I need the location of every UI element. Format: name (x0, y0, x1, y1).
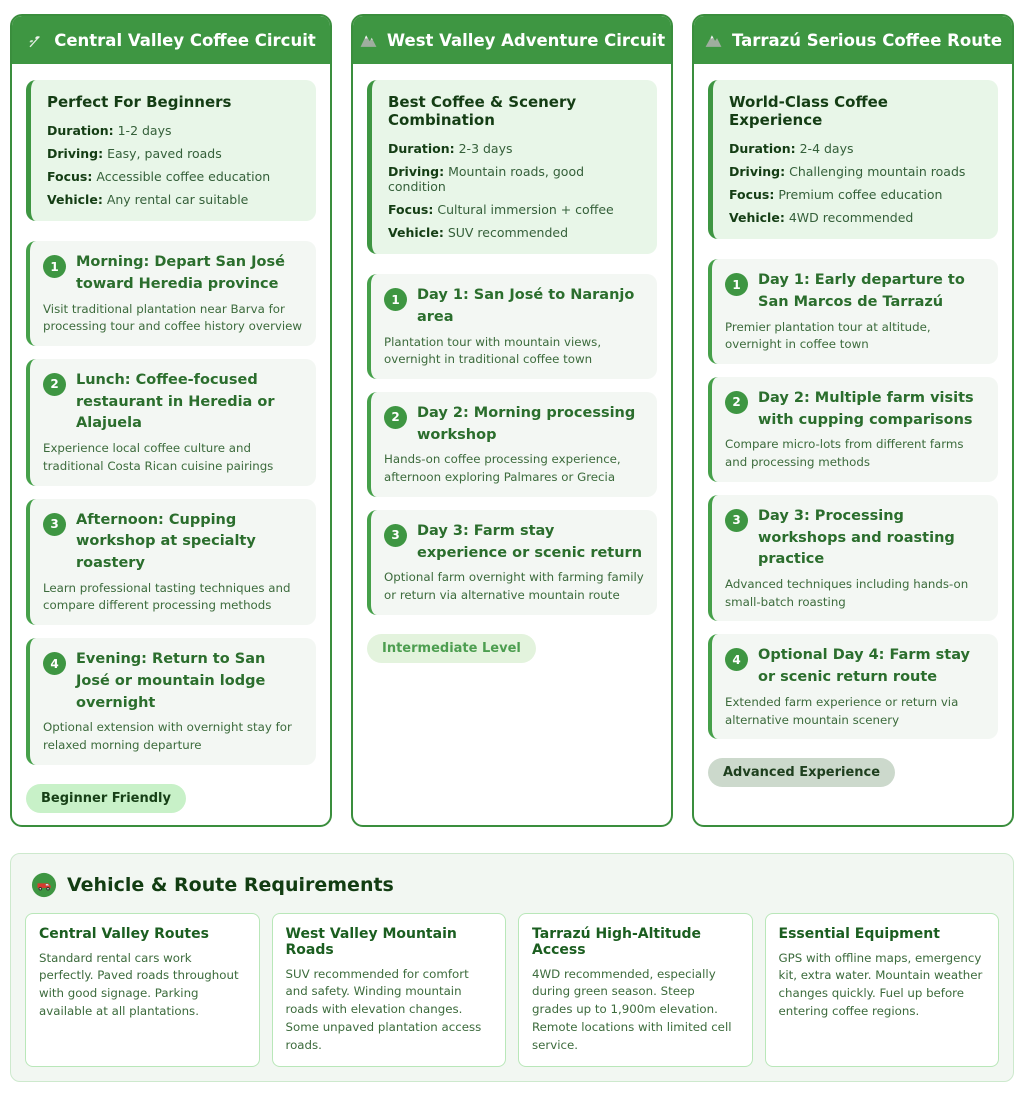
info-box (367, 80, 657, 254)
step-title: Day 2: Multiple farm visits with cupping comparisons (758, 389, 974, 428)
requirement-card-title: West Valley Mountain Roads (285, 925, 457, 958)
requirement-card (518, 913, 753, 1067)
info-value: Easy, paved roads (107, 146, 222, 161)
step-item (367, 510, 657, 615)
step-item (26, 359, 316, 486)
card-title: Tarrazú Serious Coffee Route (731, 30, 1003, 50)
step-description: Hands-on coffee processing experience, afternoon exploring Palmares or Grecia (384, 452, 621, 485)
card-body (694, 64, 1012, 799)
step-description: Compare micro-lots from different farms and processing methods (725, 437, 964, 470)
info-row (388, 137, 641, 160)
requirements-title: Vehicle & Route Requirements (67, 873, 394, 896)
step-title: Day 1: Early departure to San Marcos de Tarrazú (758, 272, 965, 310)
vehicle-requirements-panel (10, 853, 1014, 1082)
card-header (353, 16, 671, 64)
info-row (729, 160, 982, 183)
info-label: Duration: (729, 141, 796, 156)
step-description: Premier plantation tour at altitude, overnight in coffee town (725, 319, 931, 352)
step-title: Morning: Depart San José toward Heredia province (76, 254, 285, 292)
step-number-badge: 2 (384, 406, 407, 429)
info-value: 1-2 days (117, 123, 172, 138)
info-label: Driving: (729, 164, 786, 179)
step-title: Evening: Return to San José or mountain lodge overnight (76, 651, 266, 711)
step-item (708, 259, 998, 364)
snow-mountain-icon (359, 31, 378, 50)
info-row (47, 119, 300, 142)
info-row (729, 183, 982, 206)
requirements-grid (25, 913, 999, 1067)
info-label: Focus: (729, 187, 775, 202)
info-label: Driving: (388, 164, 445, 179)
step-description: Advanced techniques including hands-on small-batch roasting (725, 577, 969, 609)
step-number-badge: 4 (725, 648, 748, 671)
step-number-badge: 2 (43, 373, 66, 396)
card-header (12, 16, 330, 64)
step-description: Experience local coffee culture and traditional Costa Rican cuisine pairings (43, 441, 274, 473)
info-label: Vehicle: (729, 210, 785, 225)
step-number-badge: 3 (725, 509, 748, 532)
level-badge: Intermediate Level (367, 634, 536, 663)
info-value: Cultural immersion + coffee (437, 202, 614, 217)
mountain-icon (704, 31, 723, 50)
info-value: Accessible coffee education (96, 169, 271, 184)
step-title: Day 1: San José to Naranjo area (417, 287, 635, 325)
requirement-card-text: Standard rental cars work perfectly. Paved roads throughout with good signage. Parking available at all plantations. (39, 950, 239, 1018)
requirement-card (25, 913, 260, 1067)
info-box (26, 80, 316, 221)
requirement-card-text: 4WD recommended, especially during green season. Steep grades up to 1,900m elevation. Remote locations with limited cell service. (532, 966, 732, 1052)
card-body (12, 64, 330, 825)
step-title: Afternoon: Cupping workshop at specialty roastery (76, 511, 256, 571)
step-item (708, 377, 998, 482)
card-tarrazu (692, 14, 1014, 827)
info-row (729, 137, 982, 160)
info-value: SUV recommended (447, 225, 569, 240)
step-item (26, 241, 316, 346)
step-number-badge: 3 (384, 524, 407, 547)
step-description: Optional extension with overnight stay for relaxed morning departure (43, 720, 292, 753)
info-label: Vehicle: (388, 225, 444, 240)
info-title: Perfect For Beginners (47, 93, 232, 111)
info-title: World-Class Coffee Experience (729, 93, 888, 129)
requirement-card-title: Essential Equipment (778, 925, 940, 942)
info-row (388, 160, 641, 198)
step-title: Optional Day 4: Farm stay or scenic return route (758, 647, 971, 686)
step-item (708, 495, 998, 622)
info-box (708, 80, 998, 239)
truck-icon (31, 872, 57, 898)
info-value: Premium coffee education (778, 187, 943, 202)
step-item (26, 638, 316, 765)
step-title: Day 3: Processing workshops and roasting practice (758, 507, 955, 568)
requirement-card-text: GPS with offline maps, emergency kit, extra water. Mountain weather changes quickly. Fuel up before entering coffee regions. (778, 950, 983, 1018)
card-title: Central Valley Coffee Circuit (54, 30, 316, 50)
step-description: Learn professional tasting techniques and compare different processing methods (43, 580, 291, 613)
info-value: 2-3 days (458, 141, 513, 156)
requirement-card-text: SUV recommended for comfort and safety. Winding mountain roads with elevation changes. Some unpaved plantation access roads. (285, 966, 482, 1052)
requirement-card-title: Tarrazú High-Altitude Access (532, 925, 702, 958)
step-number-badge: 1 (384, 288, 407, 311)
step-description: Extended farm experience or return via alternative mountain scenery (725, 694, 959, 727)
level-badge: Advanced Experience (708, 758, 895, 787)
card-title: West Valley Adventure Circuit (386, 30, 666, 50)
step-description: Visit traditional plantation near Barva for processing tour and coffee history overview (43, 301, 303, 334)
card-header (694, 16, 1012, 64)
step-title: Lunch: Coffee-focused restaurant in Heredia or Alajuela (76, 371, 275, 432)
info-label: Focus: (47, 169, 93, 184)
step-description: Plantation tour with mountain views, overnight in traditional coffee town (384, 334, 602, 367)
info-row (47, 188, 300, 211)
step-item (708, 634, 998, 739)
info-label: Focus: (388, 202, 434, 217)
step-item (26, 499, 316, 626)
card-body (353, 64, 671, 675)
step-title: Day 2: Morning processing workshop (417, 404, 636, 443)
info-label: Duration: (47, 123, 114, 138)
info-label: Vehicle: (47, 192, 103, 207)
step-title: Day 3: Farm stay experience or scenic return (417, 522, 643, 561)
card-west-valley (351, 14, 673, 827)
step-item (367, 274, 657, 379)
info-row (729, 206, 982, 229)
info-row (388, 221, 641, 244)
level-badge: Beginner Friendly (26, 784, 186, 813)
info-label: Duration: (388, 141, 455, 156)
info-row (47, 142, 300, 165)
info-value: 2-4 days (799, 141, 854, 156)
card-central-valley (10, 14, 332, 827)
requirement-card-title: Central Valley Routes (39, 925, 209, 942)
info-value: Challenging mountain roads (789, 164, 966, 179)
step-number-badge: 1 (725, 273, 748, 296)
info-row (47, 165, 300, 188)
info-value: 4WD recommended (788, 210, 914, 225)
step-number-badge: 1 (43, 255, 66, 278)
requirements-header (31, 872, 999, 898)
info-value: Mountain roads, good condition (388, 164, 585, 194)
step-number-badge: 4 (43, 652, 66, 675)
info-row (388, 198, 641, 221)
circuit-cards-row (10, 14, 1014, 827)
info-label: Driving: (47, 146, 104, 161)
requirement-card (272, 913, 507, 1067)
info-title: Best Coffee & Scenery Combination (388, 93, 577, 129)
seedling-icon (26, 31, 45, 50)
step-number-badge: 3 (43, 513, 66, 536)
requirement-card (765, 913, 1000, 1067)
info-value: Any rental car suitable (106, 192, 249, 207)
step-item (367, 392, 657, 497)
step-number-badge: 2 (725, 391, 748, 414)
step-description: Optional farm overnight with farming family or return via alternative mountain route (384, 570, 644, 602)
